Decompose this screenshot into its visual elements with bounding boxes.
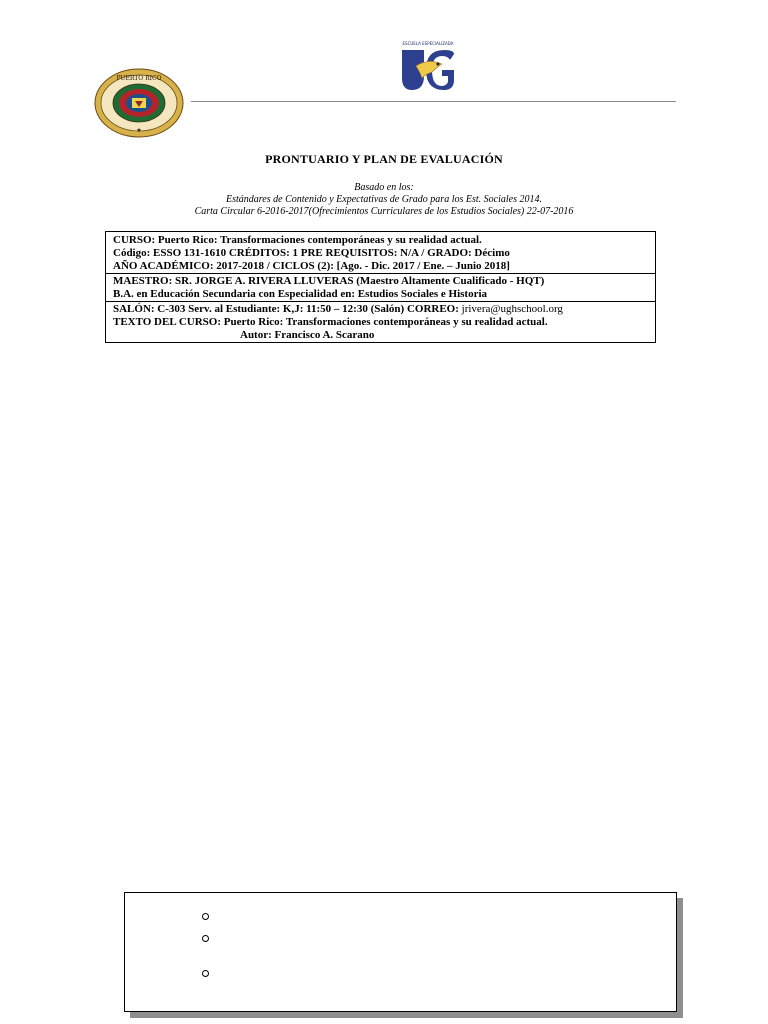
course-name: CURSO: Puerto Rico: Transformaciones contemporáneas y su realidad actual. [113,234,482,246]
list-bullet-icon [202,913,209,920]
course-code-line: Código: ESSO 131-1610 CRÉDITOS: 1 PRE REQUISITOS: N/A / GRADO: Décimo [113,247,510,259]
room-line [113,303,563,316]
section-divider [106,273,655,274]
textbook-line: TEXTO DEL CURSO: Puerto Rico: Transformaciones contemporáneas y su realidad actual. [113,316,548,328]
list-bullet-icon [202,970,209,977]
academic-year-line: AÑO ACADÉMICO: 2017-2018 / CICLOS (2): [Ago. - Dic. 2017 / Ene. – Junio 2018] [113,260,510,272]
svg-text:★: ★ [136,128,142,134]
svg-text:ESCUELA ESPECIALIZADA: ESCUELA ESPECIALIZADA [402,41,454,46]
based-on-circular: Carta Circular 6-2016-2017(Ofrecimientos Curriculares de los Estudios Sociales) 22-07-2016 [194,206,574,217]
based-on-intro: Basado en los: [354,182,414,193]
svg-text:PUERTO RICO: PUERTO RICO [116,75,162,82]
room-schedule: SALÓN: C-303 Serv. al Estudiante: K,J: 11:50 – 12:30 (Salón) CORREO: [113,303,462,315]
course-info-box [105,231,656,343]
government-seal [94,68,184,138]
list-bullet-icon [202,935,209,942]
content-box [124,892,677,1012]
email-link[interactable]: jrivera@ughschool.org [461,303,563,315]
textbook-author: Autor: Francisco A. Scarano [240,329,375,341]
based-on-standards: Estándares de Contenido y Expectativas de Grado para los Est. Sociales 2014. [226,194,542,205]
teacher-line: MAESTRO: SR. JORGE A. RIVERA LLUVERAS (Maestro Altamente Cualificado - HQT) [113,275,545,287]
teacher-degree-line: B.A. en Educación Secundaria con Especialidad en: Estudios Sociales e Historia [113,288,488,300]
school-logo [396,40,460,94]
section-divider [106,301,655,302]
header-divider [191,101,676,102]
document-title: PRONTUARIO Y PLAN DE EVALUACIÓN [265,152,503,166]
